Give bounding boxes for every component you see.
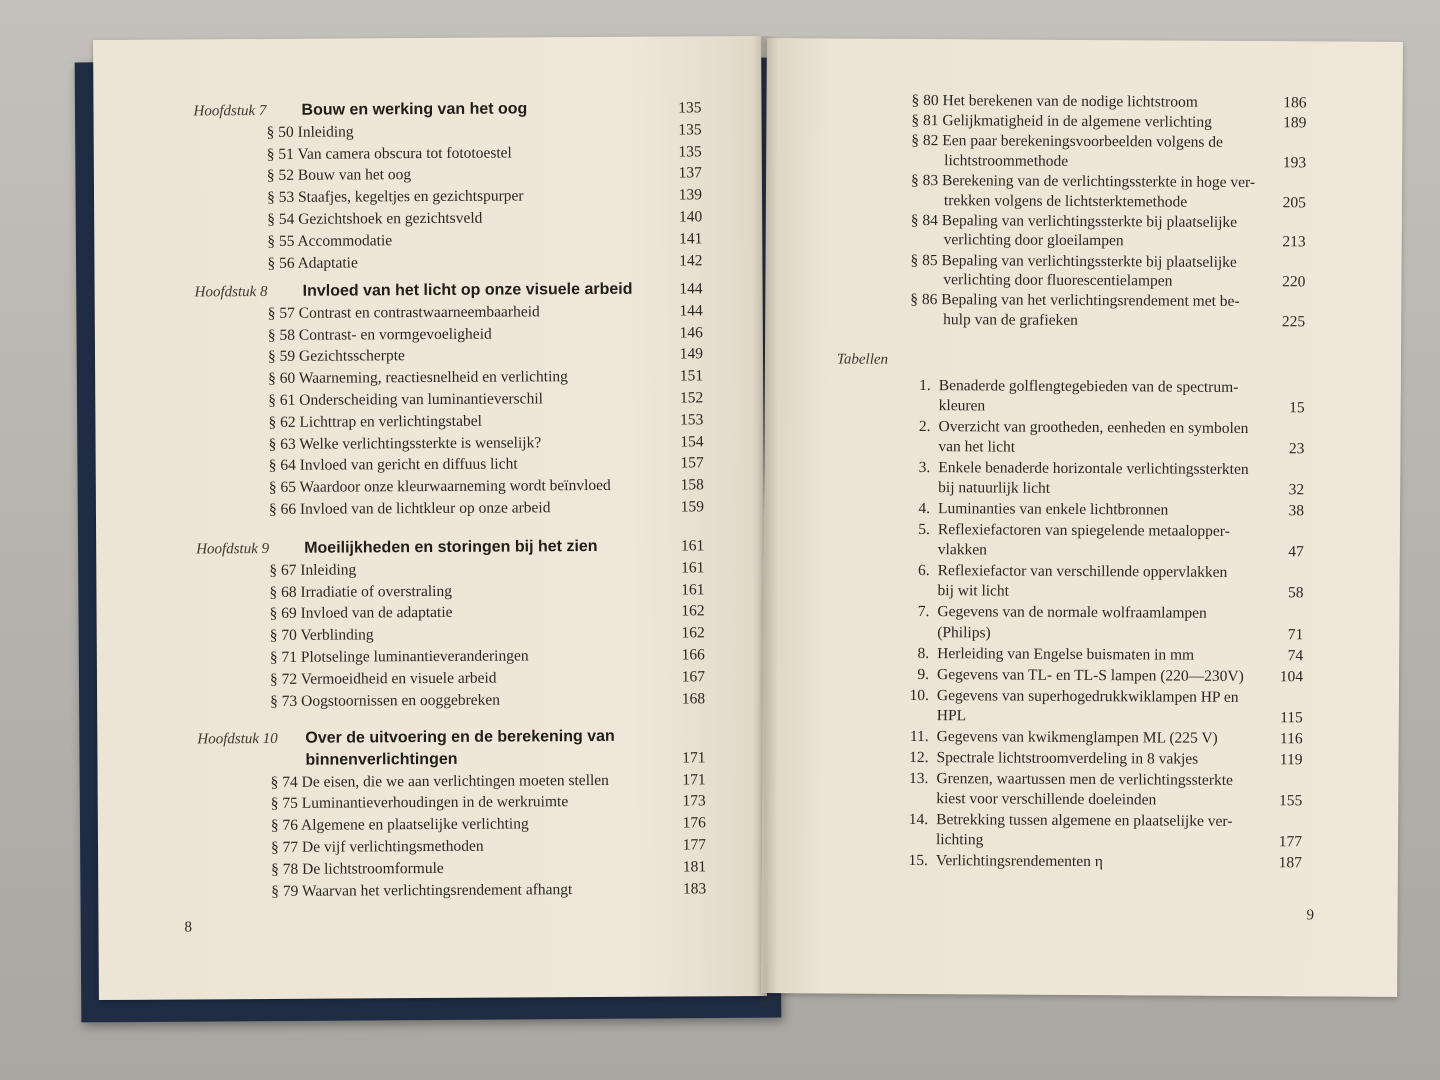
- toc-entry: § 75 Luminantieverhoudingen in de werkruimte: [270, 793, 569, 813]
- table-entry-continuation: lichting: [935, 830, 984, 849]
- toc-page-number: 166: [681, 646, 705, 664]
- toc-page-number: 193: [1282, 154, 1307, 172]
- table-page-number: 155: [1278, 791, 1303, 810]
- table-number: 7.: [917, 603, 930, 621]
- toc-entry: § 64 Invloed van gericht en diffuus licht: [268, 455, 518, 475]
- page-number-left: 8: [184, 919, 193, 936]
- toc-page-number: 146: [679, 323, 703, 342]
- toc-page-number: 161: [681, 580, 705, 599]
- table-entry-continuation: bij natuurlijk licht: [938, 479, 1051, 497]
- table-page-number: 104: [1279, 667, 1304, 685]
- toc-entry: § 71 Plotselinge luminantieveranderingen: [269, 647, 529, 666]
- toc-page-number: 149: [679, 345, 704, 363]
- toc-page-number: 151: [679, 367, 704, 385]
- toc-entry: § 52 Bouw van het oog: [266, 166, 412, 185]
- toc-entry: § 77 De vijf verlichtingsmethoden: [270, 837, 484, 856]
- table-page-number: 23: [1288, 440, 1305, 458]
- left-page: [93, 36, 767, 1000]
- chapter-page-number: 161: [680, 537, 705, 555]
- table-page-number: 47: [1288, 543, 1304, 561]
- toc-page-number: 157: [680, 454, 704, 472]
- toc-entry: § 58 Contrast- en vormgevoeligheid: [267, 325, 492, 344]
- toc-entry: § 53 Staafjes, kegeltjes en gezichtspurper: [266, 187, 524, 207]
- chapter-label: Hoofdstuk 9: [196, 540, 270, 558]
- toc-page-number: 137: [678, 164, 702, 182]
- toc-entry: § 69 Invloed van de adaptatie: [269, 604, 453, 623]
- toc-entry: § 81 Gelijkmatigheid in de algemene verlichting: [911, 112, 1212, 131]
- toc-page-number: 186: [1283, 94, 1307, 112]
- table-page-number: 177: [1278, 833, 1303, 851]
- left-toc: [93, 36, 767, 1000]
- table-entry-continuation: (Philips): [937, 623, 991, 641]
- toc-page-number: 168: [681, 689, 706, 708]
- toc-entry: § 56 Adaptatie: [267, 254, 358, 272]
- table-page-number: 38: [1288, 502, 1305, 520]
- toc-page-number: 158: [680, 476, 704, 494]
- toc-entry: § 62 Lichttrap en verlichtingstabel: [268, 412, 482, 431]
- chapter-label: Hoofdstuk 10: [197, 730, 278, 748]
- toc-page-number: 153: [680, 411, 704, 429]
- toc-page-number: 161: [681, 559, 705, 577]
- table-number: 4.: [918, 500, 931, 518]
- toc-page-number: 189: [1283, 114, 1307, 132]
- table-entry: Gegevens van superhogedrukkwiklampen HP en: [936, 686, 1239, 706]
- table-number: 8.: [917, 644, 930, 662]
- toc-entry: § 65 Waardoor onze kleurwaarneming wordt beïnvloed: [268, 477, 611, 497]
- toc-entry: § 82 Een paar berekeningsvoorbeelden volgens de: [911, 132, 1223, 152]
- toc-page-number: 154: [680, 432, 704, 451]
- toc-page-number: 159: [680, 498, 704, 516]
- toc-entry: § 74 De eisen, die we aan verlichtingen moeten stellen: [270, 771, 609, 791]
- table-number: 14.: [908, 810, 929, 828]
- toc-page-number: 162: [681, 602, 705, 620]
- table-entry: Enkele benaderde horizontale verlichtingssterkten: [938, 459, 1249, 479]
- toc-entry: § 60 Waarneming, reactiesnelheid en verlichting: [268, 368, 568, 388]
- table-entry: Overzicht van grootheden, eenheden en symbolen: [938, 418, 1249, 438]
- toc-page-number: 135: [678, 142, 702, 161]
- table-entry: Spectrale lichtstroomverdeling in 8 vakjes: [936, 748, 1199, 768]
- toc-entry: § 54 Gezichtshoek en gezichtsveld: [267, 209, 483, 228]
- toc-entry-continuation: trekken volgens de lichtsterktemethode: [943, 191, 1188, 211]
- toc-entry: § 78 De lichtstroomformule: [271, 859, 444, 878]
- toc-page-number: 205: [1282, 193, 1306, 211]
- toc-page-number: 173: [682, 792, 706, 810]
- table-entry-continuation: kiest voor verschillende doeleinden: [936, 789, 1157, 809]
- table-number: 5.: [918, 521, 930, 539]
- table-entry: Verlichtingsrendementen η: [935, 851, 1103, 870]
- toc-entry: § 72 Vermoeidheid en visuele arbeid: [269, 669, 497, 688]
- toc-page-number: 139: [678, 186, 703, 204]
- toc-entry: § 59 Gezichtsscherpte: [267, 347, 405, 366]
- toc-page-number: 167: [681, 668, 706, 686]
- table-number: 11.: [909, 727, 929, 745]
- toc-entry: § 66 Invloed van de lichtkleur op onze arbeid: [268, 499, 551, 518]
- toc-entry-continuation: verlichting door fluorescentielampen: [943, 271, 1173, 290]
- table-entry: Reflexiefactoren van spiegelende metaalopper-: [937, 521, 1230, 541]
- table-entry-continuation: kleuren: [938, 397, 986, 415]
- table-number: 3.: [918, 459, 931, 477]
- toc-entry: § 85 Bepaling van verlichtingssterkte bij plaatselijke: [910, 251, 1237, 271]
- chapter-page-number: 144: [679, 280, 703, 298]
- toc-page-number: 183: [682, 879, 707, 898]
- table-number: 10.: [909, 686, 929, 704]
- toc-page-number: 176: [682, 814, 706, 832]
- chapter-label: Hoofdstuk 7: [193, 102, 267, 120]
- table-entry-continuation: van het licht: [938, 438, 1016, 456]
- table-number: 2.: [918, 418, 931, 436]
- chapter-title: Moeilijkheden en storingen bij het zien: [304, 537, 598, 557]
- toc-page-number: 142: [679, 251, 703, 270]
- toc-entry: § 73 Oogstoornissen en ooggebreken: [270, 691, 501, 710]
- chapter-label: Hoofdstuk 8: [194, 283, 268, 301]
- toc-entry: § 57 Contrast en contrastwaarneembaarheid: [267, 303, 540, 322]
- chapter-title-line2: binnenverlichtingen: [305, 750, 458, 769]
- table-number: 9.: [917, 665, 930, 683]
- toc-entry: § 55 Accommodatie: [267, 232, 393, 250]
- table-page-number: 58: [1287, 584, 1304, 602]
- toc-entry-continuation: lichtstroommethode: [944, 152, 1069, 170]
- table-number: 1.: [919, 376, 931, 394]
- toc-entry: § 84 Bepaling van verlichtingssterkte bij plaatselijke: [910, 211, 1238, 231]
- table-entry: Benaderde golflengtegebieden van de spectrum-: [938, 377, 1239, 396]
- tables-heading: Tabellen: [836, 351, 889, 368]
- toc-page-number: 140: [678, 208, 703, 226]
- toc-page-number: 171: [682, 770, 706, 789]
- chapter-title-line1: Over de uitvoering en de berekening van: [305, 727, 615, 747]
- toc-entry: § 86 Bepaling van het verlichtingsrendement met be-: [910, 291, 1240, 311]
- table-entry: Gegevens van de normale wolfraamlampen: [937, 603, 1207, 623]
- toc-entry-continuation: hulp van de grafieken: [943, 310, 1078, 329]
- toc-page-number: 152: [679, 389, 704, 407]
- chapter-title: Bouw en werking van het oog: [301, 100, 528, 119]
- chapter-page-number: 135: [678, 99, 702, 117]
- toc-entry-continuation: verlichting door gloeilampen: [943, 231, 1124, 250]
- table-entry: Herleiding van Engelse buismaten in mm: [937, 644, 1195, 664]
- table-entry: Reflexiefactor van verschillende oppervlakken: [937, 562, 1228, 582]
- table-page-number: 74: [1287, 646, 1304, 664]
- right-toc: [761, 38, 1403, 997]
- toc-entry: § 80 Het berekenen van de nodige lichtstroom: [911, 91, 1198, 111]
- chapter-title: Invloed van het licht op onze visuele arbeid: [302, 280, 633, 300]
- toc-entry: § 51 Van camera obscura tot fototoestel: [266, 144, 512, 163]
- toc-entry: § 68 Irradiatie of overstraling: [269, 582, 452, 601]
- chapter-page-number: 171: [682, 749, 706, 767]
- table-number: 12.: [909, 748, 929, 766]
- table-page-number: 32: [1288, 481, 1305, 499]
- toc-entry: § 61 Onderscheiding van luminantieverschil: [268, 390, 543, 409]
- toc-page-number: 181: [682, 858, 707, 876]
- toc-entry: § 79 Waarvan het verlichtingsrendement afhangt: [271, 880, 573, 900]
- toc-page-number: 213: [1282, 233, 1306, 251]
- table-entry: Gegevens van kwikmenglampen ML (225 V): [936, 727, 1218, 747]
- table-entry: Gegevens van TL- en TL-S lampen (220—230V): [936, 665, 1244, 685]
- toc-page-number: 220: [1282, 273, 1306, 291]
- toc-page-number: 162: [681, 624, 705, 642]
- table-page-number: 116: [1279, 729, 1303, 747]
- toc-page-number: 135: [678, 121, 702, 139]
- toc-entry: § 83 Berekening van de verlichtingssterkte in hoge ver-: [911, 172, 1256, 192]
- table-number: 6.: [917, 562, 930, 580]
- table-page-number: 115: [1280, 708, 1303, 726]
- table-number: 15.: [908, 851, 928, 869]
- toc-page-number: 177: [682, 836, 707, 854]
- toc-entry: § 63 Welke verlichtingssterkte is wenselijk?: [268, 433, 542, 453]
- table-number: 13.: [908, 769, 929, 787]
- table-entry: Betrekking tussen algemene en plaatselijke ver-: [936, 810, 1233, 830]
- page-number-right: 9: [1306, 907, 1315, 924]
- toc-page-number: 144: [679, 302, 703, 320]
- table-entry: Luminanties van enkele lichtbronnen: [937, 500, 1169, 519]
- table-page-number: 187: [1278, 854, 1302, 872]
- toc-entry: § 50 Inleiding: [266, 123, 354, 141]
- toc-page-number: 225: [1281, 312, 1306, 331]
- table-entry-continuation: bij wit licht: [937, 582, 1010, 600]
- table-entry-continuation: HPL: [936, 706, 967, 724]
- toc-entry: § 70 Verblinding: [269, 626, 374, 645]
- table-entry: Grenzen, waartussen men de verlichtingssterkte: [936, 769, 1233, 789]
- table-page-number: 119: [1279, 750, 1303, 768]
- toc-entry: § 76 Algemene en plaatselijke verlichting: [270, 815, 529, 835]
- table-page-number: 71: [1287, 625, 1304, 643]
- toc-page-number: 141: [678, 230, 703, 248]
- table-page-number: 15: [1289, 399, 1305, 417]
- book-gutter: [752, 36, 778, 1006]
- toc-entry: § 67 Inleiding: [269, 561, 357, 579]
- table-entry-continuation: vlakken: [937, 541, 987, 559]
- right-page: [761, 38, 1403, 997]
